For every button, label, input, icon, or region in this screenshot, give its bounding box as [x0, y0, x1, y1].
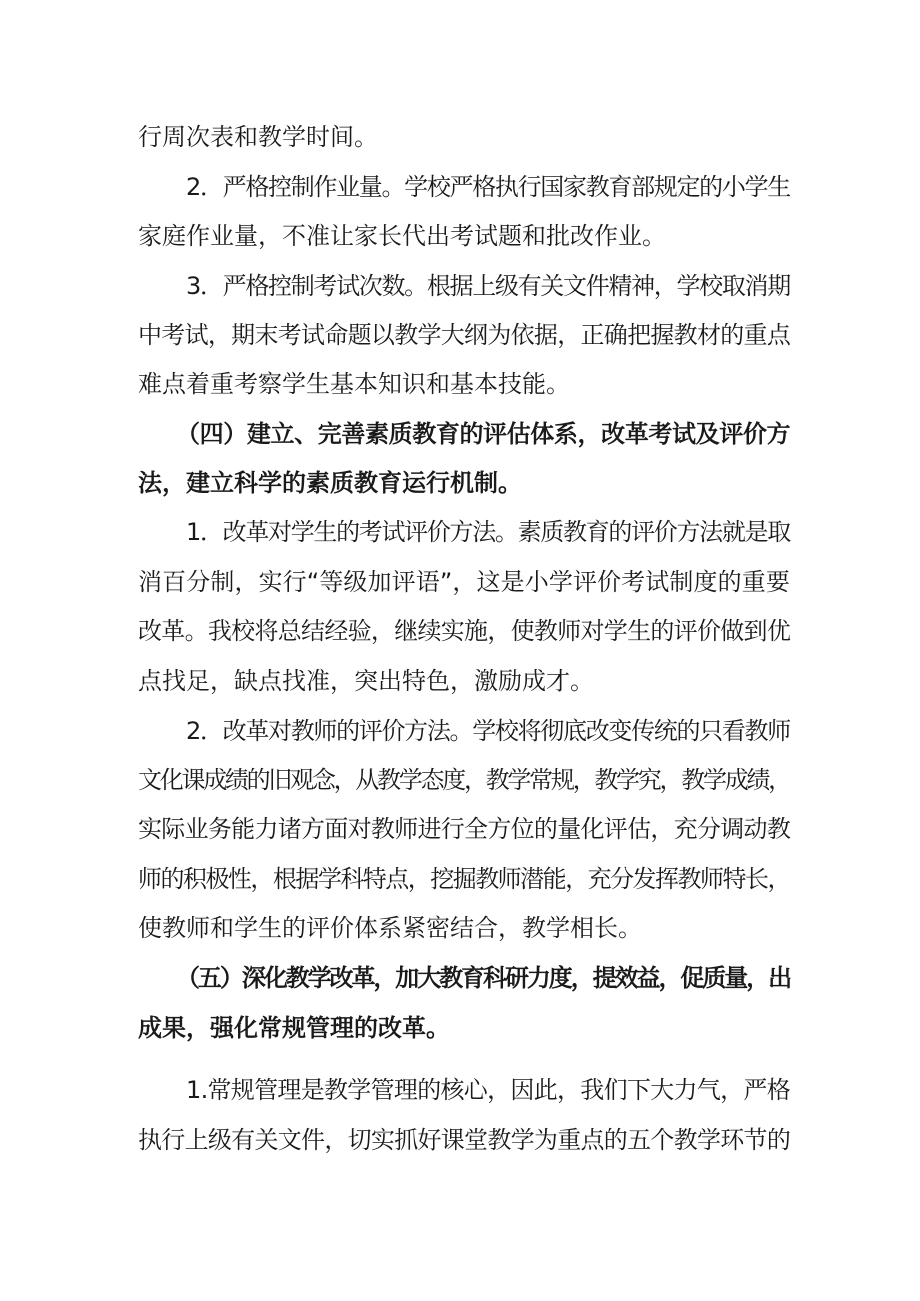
text-line-16: 师的积极性，根据学科特点，挖掘教师潜能，充分发挥教师特长，: [138, 865, 790, 893]
text-line-13: 2．改革对教师的评价方法。学校将彻底改变传统的只看教师: [186, 717, 790, 745]
text-line-3: 家庭作业量，不准让家长代出考试题和批改作业。: [138, 222, 666, 250]
text-line-1: 行周次表和教学时间。: [138, 123, 378, 151]
text-line-6: 难点着重考察学生基本知识和基本技能。: [138, 370, 570, 398]
text-line-15: 实际业务能力诸方面对教师进行全方位的量化评估，充分调动教: [138, 815, 791, 843]
text-line-10: 消百分制，实行“等级加评语”，这是小学评价考试制度的重要: [138, 568, 790, 596]
text-line-14: 文化课成绩的旧观念，从教学态度，教学常规，教学究，教学成绩，: [138, 766, 790, 794]
text-line-17: 使教师和学生的评价体系紧密结合，教学相长。: [138, 914, 642, 942]
text-line-2: 2．严格控制作业量。学校严格执行国家教育部规定的小学生: [186, 173, 790, 201]
text-line-11: 改革。我校将总结经验，继续实施，使教师对学生的评价做到优: [138, 617, 791, 645]
section-heading-4-line-2: 法，建立科学的素质教育运行机制。: [138, 469, 522, 497]
text-line-21: 执行上级有关文件，切实抓好课堂教学为重点的五个教学环节的: [138, 1126, 791, 1154]
text-line-4: 3．严格控制考试次数。根据上级有关文件精神，学校取消期: [186, 272, 790, 300]
section-heading-5-line-1: （五）深化教学改革，加大教育科研力度，提效益，促质量，出: [176, 964, 791, 992]
text-line-20: 1.常规管理是教学管理的核心，因此，我们下大力气，严格: [186, 1076, 790, 1104]
section-heading-5-line-2: 成果，强化常规管理的改革。: [138, 1014, 450, 1042]
text-line-12: 点找足，缺点找准，突出特色，激励成才。: [138, 667, 594, 695]
text-line-9: 1．改革对学生的考试评价方法。素质教育的评价方法就是取: [186, 518, 790, 546]
text-line-5: 中考试，期末考试命题以教学大纲为依据，正确把握教材的重点: [138, 321, 791, 349]
section-heading-4-line-1: （四）建立、完善素质教育的评估体系，改革考试及评价方: [176, 420, 791, 448]
